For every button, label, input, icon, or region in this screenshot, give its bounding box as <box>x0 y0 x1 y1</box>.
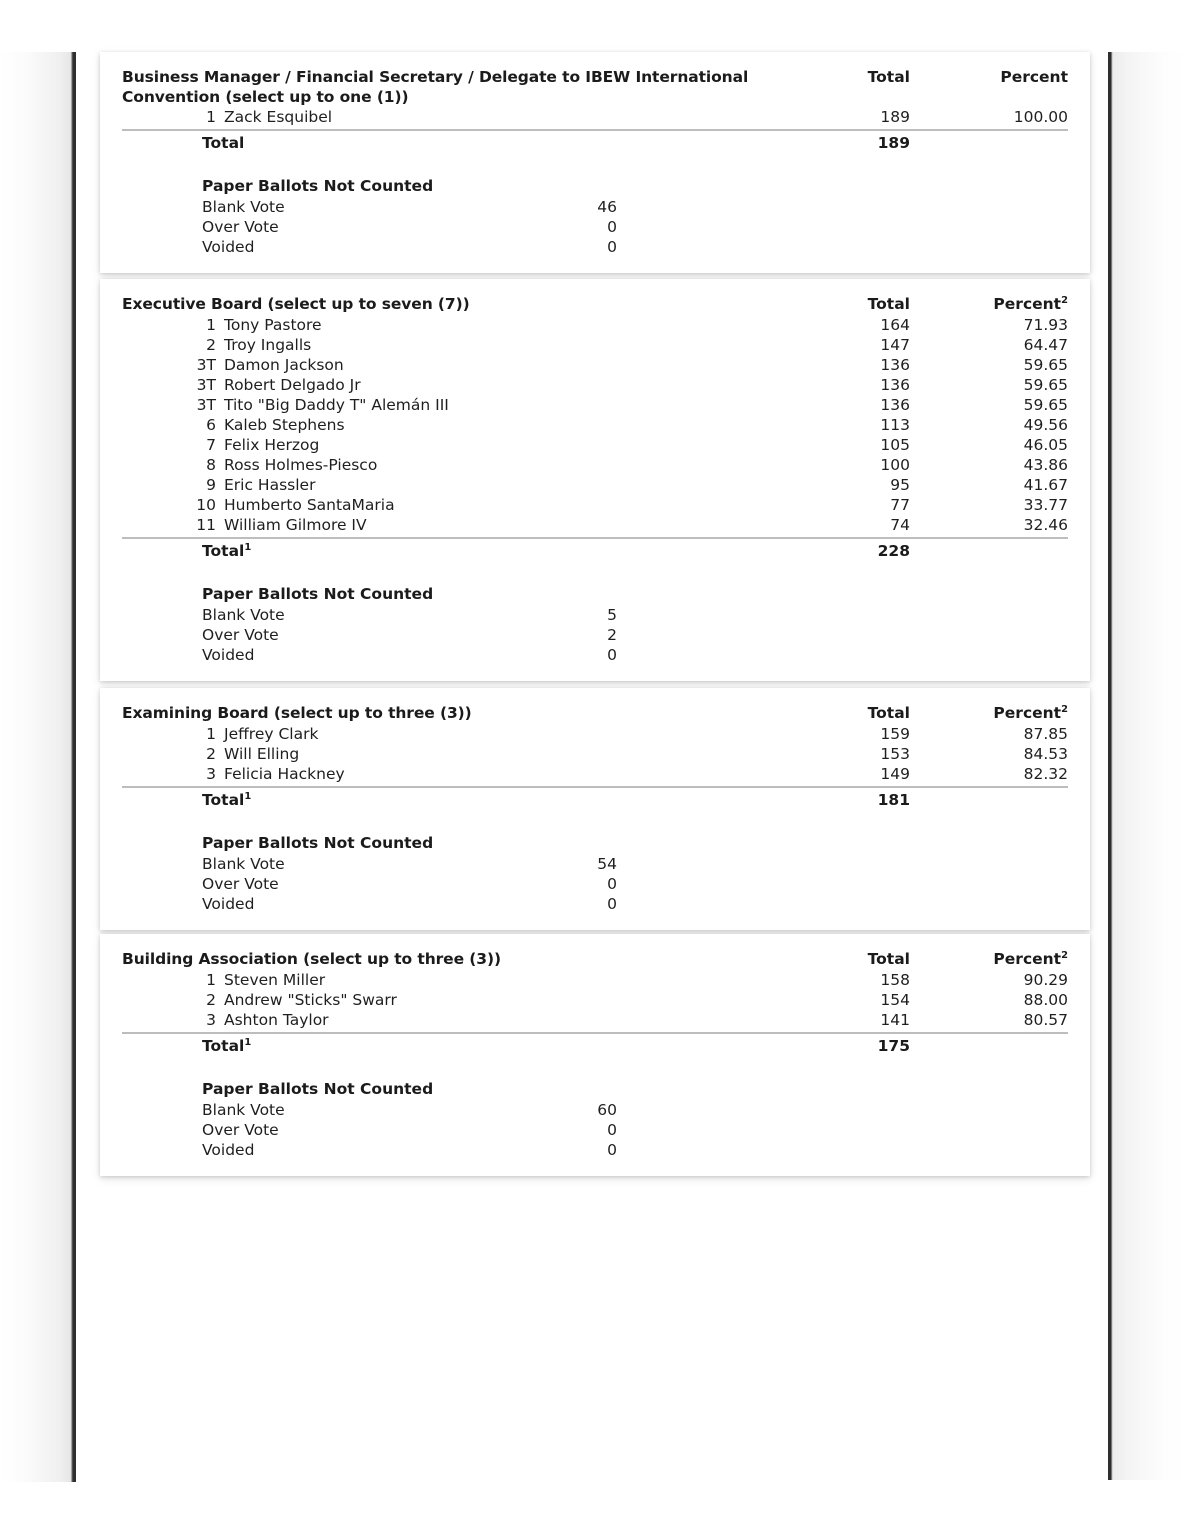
contest-title: Building Association (select up to three (3)) <box>122 950 501 968</box>
column-header-percent-label: Percent <box>1000 68 1068 86</box>
paper-ballots-table <box>202 605 617 665</box>
paper-ballot-value: 0 <box>607 238 617 256</box>
paper-ballot-row <box>202 894 617 914</box>
candidate-rank: 7 <box>206 435 216 454</box>
paper-ballots-title: Paper Ballots Not Counted <box>202 177 434 195</box>
candidate-rank: 3 <box>206 1010 216 1029</box>
paper-ballot-value: 5 <box>607 605 617 624</box>
candidate-percent: 90.29 <box>1023 970 1068 989</box>
candidate-name: Felicia Hackney <box>224 764 345 783</box>
contest-total-label-text: Total <box>202 541 245 560</box>
candidate-name: Robert Delgado Jr <box>224 375 361 394</box>
candidate-rank: 8 <box>206 455 216 474</box>
candidate-total: 105 <box>880 435 910 454</box>
paper-ballots-not-counted <box>100 1057 1090 1176</box>
candidate-name: Jeffrey Clark <box>224 724 319 743</box>
column-header-percent-label: Percent <box>993 295 1062 313</box>
candidate-name: Ross Holmes-Piesco <box>224 455 378 474</box>
contest-title: Executive Board (select up to seven (7)) <box>122 295 470 313</box>
column-header-percent <box>910 295 1068 315</box>
contest-total-value: 228 <box>877 541 910 560</box>
contest-total-label-text: Total <box>202 790 245 809</box>
candidate-percent: 32.46 <box>1023 515 1068 534</box>
candidate-name: Kaleb Stephens <box>224 415 345 434</box>
contest-title: Examining Board (select up to three (3)) <box>122 704 472 722</box>
contest-card <box>100 934 1090 1176</box>
candidate-name: William Gilmore IV <box>224 515 367 534</box>
contest-total-row <box>100 1034 1090 1057</box>
paper-ballot-label: Blank Vote <box>202 198 285 216</box>
candidate-total: 95 <box>890 475 910 494</box>
candidate-percent: 88.00 <box>1023 990 1068 1009</box>
candidate-percent: 59.65 <box>1023 395 1068 414</box>
candidate-percent: 64.47 <box>1023 335 1068 354</box>
paper-ballot-value: 0 <box>607 1140 617 1159</box>
percent-footnote-marker: 2 <box>1061 703 1068 715</box>
candidate-row <box>100 515 1090 535</box>
candidate-percent: 84.53 <box>1023 744 1068 763</box>
candidate-row <box>100 744 1090 764</box>
column-header-total: Total <box>867 704 910 722</box>
candidate-row <box>100 415 1090 435</box>
paper-ballot-value: 0 <box>607 894 617 913</box>
candidate-name: Eric Hassler <box>224 475 316 494</box>
paper-ballot-row <box>202 1100 617 1120</box>
candidate-percent: 46.05 <box>1023 435 1068 454</box>
candidate-total: 113 <box>880 415 910 434</box>
total-footnote-marker: 1 <box>244 541 252 553</box>
candidate-percent: 80.57 <box>1023 1010 1068 1029</box>
paper-ballot-value: 0 <box>607 874 617 893</box>
candidate-percent: 43.86 <box>1023 455 1068 474</box>
candidate-percent: 49.56 <box>1023 415 1068 434</box>
candidate-rank: 2 <box>206 335 216 354</box>
column-header-percent-label: Percent <box>993 950 1062 968</box>
paper-ballot-label: Voided <box>202 1140 255 1159</box>
paper-ballot-value: 54 <box>597 854 617 873</box>
total-footnote-marker: 1 <box>244 1036 252 1048</box>
candidate-table <box>100 107 1090 127</box>
paper-ballot-value: 0 <box>607 218 617 236</box>
paper-ballot-row <box>202 1140 617 1160</box>
candidate-row <box>100 970 1090 990</box>
candidate-percent: 59.65 <box>1023 375 1068 394</box>
candidate-row <box>100 724 1090 744</box>
contest-total-value: 189 <box>877 134 910 152</box>
page-edge-left <box>0 52 76 1482</box>
contest-header <box>100 934 1090 970</box>
candidate-row <box>100 107 1090 127</box>
contest-header <box>100 279 1090 315</box>
candidate-name: Zack Esquibel <box>224 108 333 126</box>
paper-ballot-row <box>202 625 617 645</box>
paper-ballot-row <box>202 854 617 874</box>
contest-total-row <box>100 539 1090 562</box>
paper-ballots-table <box>202 854 617 914</box>
paper-ballot-row <box>202 197 617 217</box>
paper-ballot-label: Blank Vote <box>202 854 285 873</box>
candidate-total: 158 <box>880 970 910 989</box>
paper-ballot-row <box>202 605 617 625</box>
candidate-table <box>100 315 1090 535</box>
candidate-total: 141 <box>880 1010 910 1029</box>
contest-card <box>100 688 1090 930</box>
candidate-row <box>100 455 1090 475</box>
paper-ballot-label: Blank Vote <box>202 1100 285 1119</box>
paper-ballot-value: 46 <box>597 198 617 216</box>
candidate-percent: 82.32 <box>1023 764 1068 783</box>
candidate-name: Tony Pastore <box>224 315 322 334</box>
column-header-percent-label: Percent <box>993 704 1062 722</box>
candidate-row <box>100 1010 1090 1030</box>
candidate-rank: 1 <box>206 108 216 126</box>
paper-ballot-row <box>202 645 617 665</box>
candidate-row <box>100 764 1090 784</box>
column-header-percent <box>910 950 1068 970</box>
candidate-total: 153 <box>880 744 910 763</box>
candidate-table <box>100 970 1090 1030</box>
paper-ballot-value: 0 <box>607 1120 617 1139</box>
candidate-rank: 2 <box>206 990 216 1009</box>
column-header-percent <box>910 68 1068 88</box>
candidate-percent: 87.85 <box>1023 724 1068 743</box>
contest-total-label <box>122 1036 814 1057</box>
paper-ballots-not-counted <box>100 154 1090 273</box>
column-header-percent <box>910 704 1068 724</box>
candidate-name: Tito "Big Daddy T" Alemán III <box>224 395 449 414</box>
candidate-row <box>100 335 1090 355</box>
paper-ballot-label: Over Vote <box>202 625 279 644</box>
candidate-total: 136 <box>880 355 910 374</box>
contest-title: Business Manager / Financial Secretary / Delegate to IBEW International Convention (select up to one (1)) <box>122 68 749 106</box>
candidate-name: Will Elling <box>224 744 300 763</box>
contest-header <box>100 52 1090 107</box>
candidate-total: 74 <box>890 515 910 534</box>
contest-total-label-text: Total <box>202 1036 245 1055</box>
candidate-rank: 1 <box>206 724 216 743</box>
candidate-total: 189 <box>880 108 910 126</box>
paper-ballot-row <box>202 217 617 237</box>
candidate-rank: 3T <box>196 355 216 374</box>
paper-ballot-row <box>202 237 617 257</box>
candidate-row <box>100 495 1090 515</box>
contest-total-label <box>122 133 814 154</box>
paper-ballot-label: Over Vote <box>202 1120 279 1139</box>
candidate-name: Damon Jackson <box>224 355 344 374</box>
paper-ballot-value: 60 <box>597 1100 617 1119</box>
contest-total-value: 181 <box>877 790 910 809</box>
candidate-total: 154 <box>880 990 910 1009</box>
paper-ballot-label: Voided <box>202 238 255 256</box>
candidate-rank: 10 <box>196 495 216 514</box>
contest-body <box>100 934 1090 1176</box>
total-footnote-marker: 1 <box>244 790 252 802</box>
paper-ballots-not-counted <box>100 811 1090 930</box>
paper-ballot-label: Blank Vote <box>202 605 285 624</box>
candidate-rank: 1 <box>206 970 216 989</box>
contest-card <box>100 52 1090 273</box>
candidate-row <box>100 355 1090 375</box>
candidate-total: 100 <box>880 455 910 474</box>
report-sheet <box>76 0 1108 1536</box>
candidate-percent: 33.77 <box>1023 495 1068 514</box>
column-header-total: Total <box>867 68 910 86</box>
paper-ballots-table <box>202 197 617 257</box>
candidate-row <box>100 990 1090 1010</box>
candidate-rank: 3 <box>206 764 216 783</box>
paper-ballot-label: Voided <box>202 645 255 664</box>
candidate-total: 136 <box>880 375 910 394</box>
contest-total-label-text: Total <box>202 134 245 152</box>
contest-body <box>100 52 1090 273</box>
contest-total-value: 175 <box>877 1036 910 1055</box>
paper-ballots-title: Paper Ballots Not Counted <box>202 833 434 852</box>
candidate-percent: 59.65 <box>1023 355 1068 374</box>
candidate-rank: 9 <box>206 475 216 494</box>
contest-total-label <box>122 790 814 811</box>
candidate-rank: 2 <box>206 744 216 763</box>
candidate-name: Troy Ingalls <box>224 335 312 354</box>
candidate-rank: 3T <box>196 375 216 394</box>
candidate-total: 149 <box>880 764 910 783</box>
paper-ballots-not-counted <box>100 562 1090 681</box>
candidate-name: Humberto SantaMaria <box>224 495 395 514</box>
contest-total-row <box>100 788 1090 811</box>
candidate-row <box>100 395 1090 415</box>
candidate-row <box>100 375 1090 395</box>
column-header-total: Total <box>867 295 910 313</box>
candidate-total: 147 <box>880 335 910 354</box>
candidate-percent: 71.93 <box>1023 315 1068 334</box>
paper-ballot-row <box>202 1120 617 1140</box>
column-header-total: Total <box>867 950 910 968</box>
paper-ballot-label: Over Vote <box>202 218 279 236</box>
candidate-row <box>100 315 1090 335</box>
contest-body <box>100 688 1090 930</box>
candidate-row <box>100 435 1090 455</box>
percent-footnote-marker: 2 <box>1061 294 1068 306</box>
candidate-total: 77 <box>890 495 910 514</box>
contest-card <box>100 279 1090 681</box>
contest-body <box>100 279 1090 681</box>
candidate-name: Andrew "Sticks" Swarr <box>224 990 397 1009</box>
paper-ballot-row <box>202 874 617 894</box>
page-edge-right <box>1108 52 1187 1480</box>
paper-ballot-value: 2 <box>607 625 617 644</box>
paper-ballot-label: Voided <box>202 894 255 913</box>
candidate-name: Felix Herzog <box>224 435 320 454</box>
candidate-percent: 41.67 <box>1023 475 1068 494</box>
candidate-table <box>100 724 1090 784</box>
candidate-row <box>100 475 1090 495</box>
candidate-rank: 1 <box>206 315 216 334</box>
paper-ballot-value: 0 <box>607 645 617 664</box>
paper-ballots-table <box>202 1100 617 1160</box>
candidate-percent: 100.00 <box>1013 108 1068 126</box>
candidate-rank: 3T <box>196 395 216 414</box>
candidate-total: 159 <box>880 724 910 743</box>
percent-footnote-marker: 2 <box>1061 949 1068 961</box>
contest-total-row <box>100 131 1090 154</box>
candidate-rank: 6 <box>206 415 216 434</box>
paper-ballots-title: Paper Ballots Not Counted <box>202 584 434 603</box>
paper-ballots-title: Paper Ballots Not Counted <box>202 1079 434 1098</box>
candidate-name: Ashton Taylor <box>224 1010 329 1029</box>
candidate-name: Steven Miller <box>224 970 326 989</box>
candidate-total: 136 <box>880 395 910 414</box>
paper-ballot-label: Over Vote <box>202 874 279 893</box>
candidate-total: 164 <box>880 315 910 334</box>
candidate-rank: 11 <box>196 515 216 534</box>
contest-total-label <box>122 541 814 562</box>
contest-header <box>100 688 1090 724</box>
